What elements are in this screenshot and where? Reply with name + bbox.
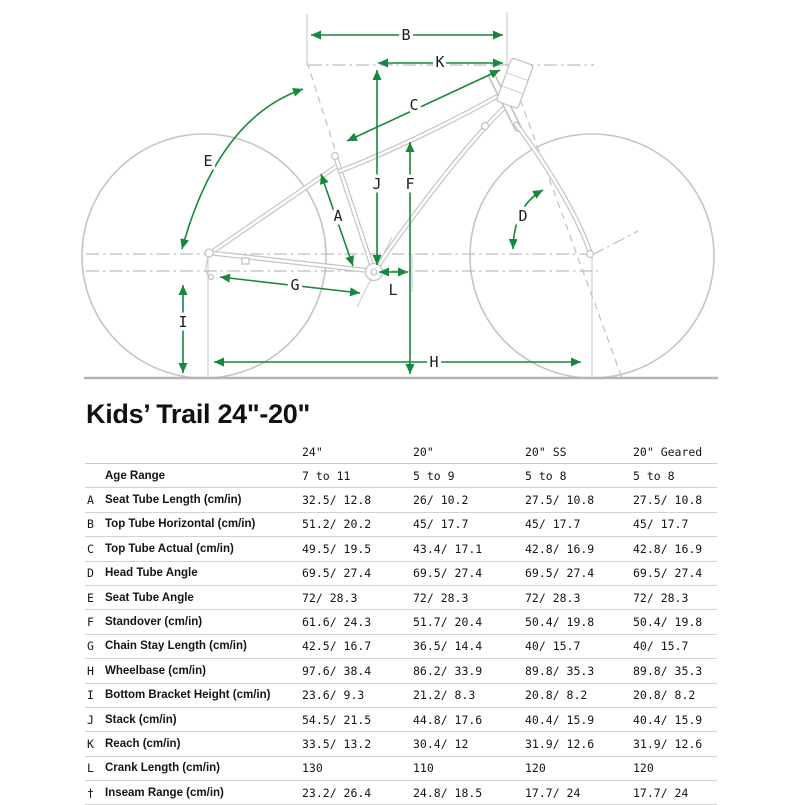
row-value: 72/ 28.3: [413, 590, 469, 605]
row-value: 27.5/ 10.8: [633, 493, 703, 508]
row-value: 110: [413, 761, 434, 776]
row-value: 69.5/ 27.4: [413, 566, 483, 581]
dim-label-b: B: [401, 26, 411, 44]
table-row-inseam-range: [85, 781, 717, 805]
row-value: 72/ 28.3: [525, 590, 581, 605]
reference-lines: [86, 12, 638, 378]
row-key: E: [87, 590, 94, 605]
row-label: Seat Tube Angle: [105, 591, 194, 604]
table-row-age-range: [85, 464, 717, 488]
row-value: 42.5/ 16.7: [302, 639, 372, 654]
row-value: 5 to 8: [525, 468, 567, 483]
row-value: 31.9/ 12.6: [525, 736, 595, 751]
page-title: Kids’ Trail 24"-20": [86, 399, 311, 429]
row-key: L: [87, 761, 94, 776]
seat-clamp: [332, 153, 339, 160]
row-label: Seat Tube Length (cm/in): [105, 494, 242, 507]
row-label: Top Tube Actual (cm/in): [105, 542, 234, 555]
row-value: 17.7/ 24: [525, 785, 581, 800]
row-label: Standover (cm/in): [105, 616, 203, 629]
dim-label-l: L: [388, 281, 398, 299]
dim-E-seat-tube-angle: [182, 89, 303, 249]
row-value: 31.9/ 12.6: [633, 736, 703, 751]
dim-label-f: F: [405, 175, 415, 193]
table-header-row: [85, 440, 717, 464]
rear-wheel: [82, 134, 326, 378]
row-value: 120: [633, 761, 654, 776]
row-label: Chain Stay Length (cm/in): [105, 640, 247, 653]
row-key: K: [87, 736, 94, 751]
row-value: 43.4/ 17.1: [413, 541, 483, 556]
row-label: Inseam Range (cm/in): [105, 786, 224, 799]
row-key: A: [87, 493, 94, 508]
dim-label-d: D: [518, 207, 528, 225]
column-header-20geared: 20" Geared: [633, 444, 703, 459]
bike-geometry-diagram: [0, 0, 800, 398]
wheels: [82, 134, 714, 378]
row-label: Stack (cm/in): [105, 713, 177, 726]
row-key: †: [87, 785, 94, 800]
chainstay-fitting: [242, 258, 249, 264]
row-value: 50.4/ 19.8: [525, 615, 595, 630]
row-value: 130: [302, 761, 323, 776]
dim-label-e: E: [203, 152, 213, 170]
table-row-seat-tube-length: [85, 488, 717, 512]
row-value: 26/ 10.2: [413, 493, 469, 508]
row-value: 17.7/ 24: [633, 785, 689, 800]
dim-label-a: A: [333, 207, 343, 225]
table-row-wheelbase: [85, 659, 717, 683]
dim-label-g: G: [290, 276, 300, 294]
geometry-svg: [0, 0, 800, 398]
row-value: 61.6/ 24.3: [302, 615, 372, 630]
cable-guide: [482, 123, 489, 130]
row-key: G: [87, 639, 94, 654]
row-value: 69.5/ 27.4: [633, 566, 703, 581]
row-key: F: [87, 615, 94, 630]
dim-label-j: J: [372, 175, 382, 193]
table-row-seat-tube-angle: [85, 586, 717, 610]
table-row-top-tube-horizontal: [85, 513, 717, 537]
row-value: 23.6/ 9.3: [302, 688, 365, 703]
row-value: 5 to 8: [633, 468, 675, 483]
row-value: 30.4/ 12: [413, 736, 469, 751]
row-key: C: [87, 541, 94, 556]
table-row-top-tube-actual: [85, 537, 717, 561]
row-value: 42.8/ 16.9: [525, 541, 595, 556]
row-label: Wheelbase (cm/in): [105, 664, 206, 677]
row-value: 86.2/ 33.9: [413, 663, 483, 678]
row-value: 40/ 15.7: [525, 639, 581, 654]
row-label: Bottom Bracket Height (cm/in): [105, 689, 271, 702]
row-value: 40.4/ 15.9: [633, 712, 703, 727]
dimension-labels: [178, 26, 527, 371]
row-value: 45/ 17.7: [633, 517, 689, 532]
dim-label-h: H: [429, 353, 439, 371]
fork-offset-line: [592, 231, 638, 255]
table-row-bottom-bracket-height: [85, 684, 717, 708]
row-label: Crank Length (cm/in): [105, 762, 221, 775]
row-key: J: [87, 712, 94, 727]
row-value: 97.6/ 38.4: [302, 663, 372, 678]
row-value: 54.5/ 21.5: [302, 712, 372, 727]
row-value: 72/ 28.3: [302, 590, 358, 605]
geometry-table: [85, 440, 717, 805]
row-label: Age Range: [105, 469, 166, 482]
row-value: 40/ 15.7: [633, 639, 689, 654]
row-value: 42.8/ 16.9: [633, 541, 703, 556]
column-header-20ss: 20" SS: [525, 444, 567, 459]
row-value: 20.8/ 8.2: [633, 688, 696, 703]
bike-frame: [205, 58, 594, 307]
row-value: 50.4/ 19.8: [633, 615, 703, 630]
row-key: B: [87, 517, 94, 532]
row-value: 51.2/ 20.2: [302, 517, 372, 532]
row-value: 51.7/ 20.4: [413, 615, 483, 630]
row-value: 23.2/ 26.4: [302, 785, 372, 800]
row-value: 89.8/ 35.3: [633, 663, 703, 678]
table-row-head-tube-angle: [85, 562, 717, 586]
row-label: Top Tube Horizontal (cm/in): [105, 518, 256, 531]
row-value: 49.5/ 19.5: [302, 541, 372, 556]
row-value: 44.8/ 17.6: [413, 712, 483, 727]
row-value: 21.2/ 8.3: [413, 688, 476, 703]
row-value: 45/ 17.7: [525, 517, 581, 532]
table-row-reach: [85, 732, 717, 756]
row-value: 36.5/ 14.4: [413, 639, 483, 654]
row-label: Head Tube Angle: [105, 567, 198, 580]
row-label: Reach (cm/in): [105, 737, 181, 750]
table-row-standover: [85, 610, 717, 634]
row-key: D: [87, 566, 94, 581]
row-value: 69.5/ 27.4: [525, 566, 595, 581]
column-header-24: 24": [302, 444, 323, 459]
row-value: 120: [525, 761, 546, 776]
row-key: I: [87, 688, 94, 703]
row-value: 24.8/ 18.5: [413, 785, 483, 800]
row-value: 7 to 11: [302, 468, 351, 483]
dim-label-k: K: [435, 53, 445, 71]
rear-derailleur: [205, 249, 214, 280]
dim-label-c: C: [409, 96, 419, 114]
row-value: 33.5/ 13.2: [302, 736, 372, 751]
row-value: 32.5/ 12.8: [302, 493, 372, 508]
column-header-20: 20": [413, 444, 434, 459]
row-value: 72/ 28.3: [633, 590, 689, 605]
row-value: 20.8/ 8.2: [525, 688, 588, 703]
row-value: 45/ 17.7: [413, 517, 469, 532]
row-value: 5 to 9: [413, 468, 455, 483]
row-value: 27.5/ 10.8: [525, 493, 595, 508]
row-value: 69.5/ 27.4: [302, 566, 372, 581]
row-value: 40.4/ 15.9: [525, 712, 595, 727]
front-dropout: [587, 251, 594, 258]
table-row-stack: [85, 708, 717, 732]
row-key: H: [87, 663, 94, 678]
dim-label-i: I: [178, 313, 188, 331]
row-value: 89.8/ 35.3: [525, 663, 595, 678]
table-row-chain-stay-length: [85, 635, 717, 659]
table-row-crank-length: [85, 757, 717, 781]
